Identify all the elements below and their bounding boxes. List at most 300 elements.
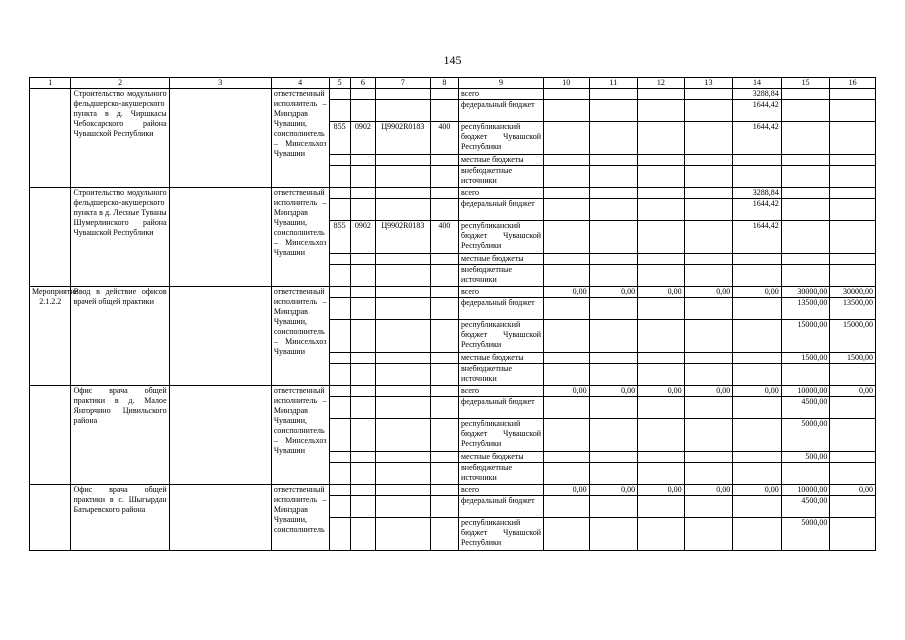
amount-cell [684,265,733,287]
amount-cell [781,265,830,287]
amount-cell [830,452,876,463]
code-cell [376,254,431,265]
code-section-cell: 0902 [350,122,375,155]
executor-cell: ответственный исполнитель – Минздрав Чувашии, соисполнитель – Минсельхоз Чувашии [271,386,329,485]
measure-number-cell [30,188,71,287]
amount-cell [544,364,590,386]
executor-cell: ответственный исполнитель – Минздрав Чувашии, соисполнитель – Минсельхоз Чувашии [271,188,329,287]
amount-cell [589,100,638,122]
amount-cell [638,221,685,254]
column-header-row [30,78,876,89]
funding-source-cell: местные бюджеты [459,452,544,463]
amount-cell: 0,00 [544,485,590,496]
amount-cell [830,254,876,265]
code-cell [376,199,431,221]
code-cell [430,155,458,166]
amount-cell: 10000,00 [781,485,830,496]
code-target-cell: Ц9902R0183 [376,122,431,155]
funding-source-cell: федеральный бюджет [459,496,544,518]
code-cell [430,353,458,364]
amount-cell [638,199,685,221]
amount-cell [544,221,590,254]
amount-cell [544,463,590,485]
amount-cell [684,298,733,320]
amount-cell [733,320,782,353]
code-cell [329,452,350,463]
funding-source-cell: внебюджетные источники [459,265,544,287]
amount-cell: 1644,42 [733,122,782,155]
amount-cell [733,518,782,551]
funding-source-cell: местные бюджеты [459,254,544,265]
column-header: 8 [430,78,458,89]
code-cell [376,298,431,320]
code-type-cell [430,419,458,452]
code-section-cell: 0902 [350,221,375,254]
amount-cell: 0,00 [638,485,685,496]
code-cell [430,364,458,386]
amount-cell [589,221,638,254]
amount-cell [544,100,590,122]
amount-cell: 0,00 [544,386,590,397]
amount-cell [544,89,590,100]
amount-cell [544,353,590,364]
empty-cell [169,485,271,551]
code-cell [350,485,375,496]
amount-cell [544,166,590,188]
amount-cell [638,254,685,265]
amount-cell [638,188,685,199]
code-cell [430,166,458,188]
code-cell [430,496,458,518]
column-header: 5 [329,78,350,89]
code-cell [350,386,375,397]
amount-cell [638,364,685,386]
code-type-cell: 400 [430,221,458,254]
amount-cell: 30000,00 [830,287,876,298]
funding-source-cell: республиканский бюджет Чувашской Республики [459,122,544,155]
amount-cell [638,463,685,485]
code-cell [430,298,458,320]
code-cell [430,452,458,463]
amount-cell [733,155,782,166]
amount-cell [638,155,685,166]
amount-cell [781,89,830,100]
code-cell [329,386,350,397]
amount-cell [684,463,733,485]
code-section-cell [350,518,375,551]
code-cell [329,155,350,166]
code-target-cell [376,518,431,551]
amount-cell: 0,00 [638,287,685,298]
code-cell [329,298,350,320]
column-header: 2 [71,78,169,89]
code-grbs-cell: 855 [329,122,350,155]
code-cell [376,188,431,199]
code-cell [376,364,431,386]
amount-cell: 4500,00 [781,397,830,419]
amount-cell [733,265,782,287]
code-cell [329,364,350,386]
code-cell [329,397,350,419]
code-type-cell [430,320,458,353]
funding-source-cell: республиканский бюджет Чувашской Республики [459,518,544,551]
amount-cell: 10000,00 [781,386,830,397]
column-header: 4 [271,78,329,89]
amount-cell [684,254,733,265]
amount-cell [830,518,876,551]
amount-cell [781,254,830,265]
amount-cell: 0,00 [684,485,733,496]
column-header: 1 [30,78,71,89]
code-target-cell [376,419,431,452]
empty-cell [169,89,271,188]
funding-source-cell: внебюджетные источники [459,463,544,485]
code-cell [329,254,350,265]
code-cell [350,100,375,122]
amount-cell [638,397,685,419]
amount-cell [589,419,638,452]
code-cell [350,166,375,188]
code-cell [430,386,458,397]
code-grbs-cell [329,518,350,551]
code-grbs-cell [329,320,350,353]
funding-source-cell: федеральный бюджет [459,397,544,419]
funding-source-cell: внебюджетные источники [459,364,544,386]
code-type-cell: 400 [430,122,458,155]
amount-cell [684,221,733,254]
code-cell [376,287,431,298]
column-header: 6 [350,78,375,89]
funding-source-cell: республиканский бюджет Чувашской Республики [459,221,544,254]
amount-cell: 0,00 [589,386,638,397]
amount-cell [638,518,685,551]
code-cell [376,496,431,518]
amount-cell: 30000,00 [781,287,830,298]
executor-cell: ответственный исполнитель – Минздрав Чувашии, соисполнитель – Минсельхоз Чувашии [271,287,329,386]
amount-cell: 3288,84 [733,89,782,100]
amount-cell [733,397,782,419]
amount-cell [589,298,638,320]
amount-cell [684,89,733,100]
amount-cell [684,100,733,122]
empty-cell [169,188,271,287]
funding-source-cell: местные бюджеты [459,155,544,166]
amount-cell [830,496,876,518]
amount-cell [733,419,782,452]
code-cell [376,155,431,166]
code-cell [376,463,431,485]
amount-cell: 0,00 [684,386,733,397]
table-row [30,89,876,100]
amount-cell [589,155,638,166]
amount-cell [589,496,638,518]
column-header: 15 [781,78,830,89]
empty-cell [169,287,271,386]
column-header: 14 [733,78,782,89]
amount-cell: 1644,42 [733,199,782,221]
measure-number-cell [30,386,71,485]
amount-cell: 5000,00 [781,518,830,551]
amount-cell [589,254,638,265]
code-target-cell [376,320,431,353]
amount-cell [684,155,733,166]
amount-cell [830,419,876,452]
amount-cell [733,254,782,265]
code-cell [329,188,350,199]
code-cell [376,89,431,100]
funding-source-cell: республиканский бюджет Чувашской Республики [459,320,544,353]
code-cell [329,353,350,364]
amount-cell [589,199,638,221]
amount-cell [638,122,685,155]
amount-cell [830,364,876,386]
measure-number-cell [30,89,71,188]
table-row [30,386,876,397]
amount-cell [684,122,733,155]
code-cell [329,496,350,518]
code-cell [430,188,458,199]
amount-cell [638,265,685,287]
column-header: 16 [830,78,876,89]
amount-cell [684,188,733,199]
code-target-cell: Ц9902R0183 [376,221,431,254]
amount-cell [830,265,876,287]
code-cell [350,298,375,320]
amount-cell: 500,00 [781,452,830,463]
amount-cell [544,122,590,155]
code-cell [376,265,431,287]
table-row [30,188,876,199]
amount-cell [830,155,876,166]
amount-cell [781,364,830,386]
amount-cell [684,452,733,463]
amount-cell [781,100,830,122]
code-section-cell [350,320,375,353]
code-grbs-cell: 855 [329,221,350,254]
budget-table [29,77,876,551]
code-cell [430,463,458,485]
code-cell [329,100,350,122]
code-cell [376,100,431,122]
amount-cell: 1500,00 [781,353,830,364]
amount-cell: 1644,42 [733,100,782,122]
code-cell [350,155,375,166]
amount-cell: 1500,00 [830,353,876,364]
amount-cell: 4500,00 [781,496,830,518]
code-type-cell [430,518,458,551]
amount-cell [638,496,685,518]
amount-cell [684,166,733,188]
amount-cell [544,496,590,518]
column-header: 7 [376,78,431,89]
amount-cell [830,188,876,199]
code-cell [350,199,375,221]
code-cell [329,485,350,496]
amount-cell [830,166,876,188]
code-cell [430,265,458,287]
code-cell [430,397,458,419]
amount-cell [589,265,638,287]
amount-cell [544,265,590,287]
amount-cell: 15000,00 [781,320,830,353]
amount-cell [781,188,830,199]
code-cell [329,265,350,287]
amount-cell [830,463,876,485]
amount-cell: 0,00 [684,287,733,298]
amount-cell: 0,00 [830,386,876,397]
measure-number-cell [30,485,71,551]
amount-cell: 0,00 [733,485,782,496]
amount-cell [638,100,685,122]
executor-cell: ответственный исполнитель – Минздрав Чувашии, соисполнитель [271,485,329,551]
code-cell [350,397,375,419]
amount-cell [589,397,638,419]
code-cell [329,89,350,100]
amount-cell [733,452,782,463]
amount-cell [638,419,685,452]
funding-source-cell: всего [459,287,544,298]
funding-source-cell: федеральный бюджет [459,199,544,221]
code-cell [376,485,431,496]
amount-cell: 13500,00 [830,298,876,320]
code-cell [350,254,375,265]
funding-source-cell: всего [459,89,544,100]
amount-cell [830,221,876,254]
code-cell [430,254,458,265]
amount-cell [781,166,830,188]
code-cell [376,386,431,397]
code-cell [329,287,350,298]
amount-cell [589,364,638,386]
code-cell [376,397,431,419]
amount-cell: 3288,84 [733,188,782,199]
code-cell [430,100,458,122]
amount-cell [684,419,733,452]
code-cell [350,496,375,518]
code-cell [329,166,350,188]
empty-cell [169,386,271,485]
measure-name-cell: Офис врача общей практики в д. Малое Янгорчино Цивильского района [71,386,169,485]
column-header: 9 [459,78,544,89]
amount-cell [830,122,876,155]
amount-cell [781,463,830,485]
measure-name-cell: Ввод в действие офисов врачей общей практики [71,287,169,386]
amount-cell [781,221,830,254]
amount-cell [733,463,782,485]
column-header: 3 [169,78,271,89]
code-section-cell [350,419,375,452]
amount-cell [544,254,590,265]
amount-cell: 0,00 [589,485,638,496]
measure-name-cell: Строительство модульного фельдшерско-акушерского пункта в д. Чиршкасы Чебоксарского района Чувашской Республики [71,89,169,188]
amount-cell [733,353,782,364]
amount-cell [781,122,830,155]
amount-cell: 0,00 [733,287,782,298]
executor-cell: ответственный исполнитель – Минздрав Чувашии, соисполнитель – Минсельхоз Чувашии [271,89,329,188]
funding-source-cell: федеральный бюджет [459,298,544,320]
funding-source-cell: местные бюджеты [459,353,544,364]
amount-cell [544,188,590,199]
code-cell [430,485,458,496]
amount-cell [544,199,590,221]
funding-source-cell: республиканский бюджет Чувашской Республики [459,419,544,452]
column-header: 11 [589,78,638,89]
amount-cell [544,397,590,419]
amount-cell [830,100,876,122]
amount-cell [638,89,685,100]
code-cell [350,188,375,199]
amount-cell: 0,00 [733,386,782,397]
amount-cell [544,155,590,166]
amount-cell [638,166,685,188]
amount-cell [684,199,733,221]
amount-cell [638,320,685,353]
amount-cell [589,452,638,463]
amount-cell: 15000,00 [830,320,876,353]
amount-cell [733,496,782,518]
funding-source-cell: внебюджетные источники [459,166,544,188]
measure-number-cell: Мероприятие 2.1.2.2 [30,287,71,386]
amount-cell [684,397,733,419]
measure-name-cell: Строительство модульного фельдшерско-акушерского пункта в д. Лесные Туваны Шумерлинского района Чувашской Республики [71,188,169,287]
amount-cell [544,452,590,463]
amount-cell [544,320,590,353]
column-header: 12 [638,78,685,89]
code-cell [350,463,375,485]
funding-source-cell: всего [459,485,544,496]
amount-cell: 0,00 [589,287,638,298]
amount-cell [781,199,830,221]
code-cell [430,89,458,100]
code-cell [329,199,350,221]
amount-cell [830,199,876,221]
amount-cell [830,89,876,100]
amount-cell [684,496,733,518]
code-cell [430,287,458,298]
amount-cell: 0,00 [544,287,590,298]
amount-cell [589,89,638,100]
code-cell [350,452,375,463]
code-grbs-cell [329,419,350,452]
amount-cell [733,166,782,188]
amount-cell [589,518,638,551]
amount-cell: 13500,00 [781,298,830,320]
table-row [30,287,876,298]
amount-cell [733,364,782,386]
amount-cell [684,364,733,386]
amount-cell [544,419,590,452]
page-number: 145 [443,53,462,67]
amount-cell [684,353,733,364]
measure-name-cell: Офис врача общей практики в с. Шыгырдан Батыревского района [71,485,169,551]
code-cell [350,364,375,386]
amount-cell [684,320,733,353]
amount-cell [830,397,876,419]
amount-cell [638,298,685,320]
amount-cell [638,452,685,463]
column-header: 10 [544,78,590,89]
amount-cell [781,155,830,166]
table-row [30,485,876,496]
amount-cell: 0,00 [830,485,876,496]
code-cell [350,353,375,364]
amount-cell: 1644,42 [733,221,782,254]
amount-cell [684,518,733,551]
code-cell [430,199,458,221]
amount-cell [589,166,638,188]
funding-source-cell: всего [459,188,544,199]
amount-cell [589,320,638,353]
